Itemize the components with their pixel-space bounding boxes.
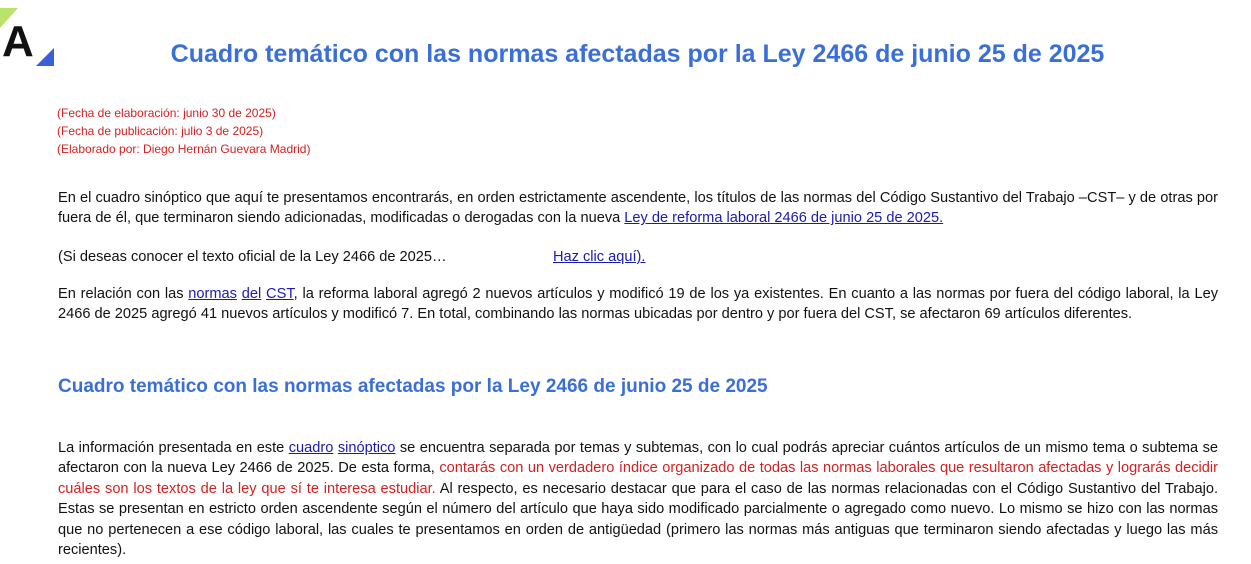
meta-info <box>57 104 310 158</box>
cuadro-link[interactable]: cuadro <box>288 440 334 456</box>
summary-rest: , la reforma laboral agregó 2 nuevos artículos y modificó 19 de los ya existentes. En cuanto a las normas por fuera del código laboral, la Ley 2466 de 2025 agregó 41 nuevos artículos y modificó 7. En total, combinando las normas ubicadas por dentro y por fuera del CST, se afectaron 69 artículos diferentes. <box>58 286 1218 323</box>
info-part2: se encuentra separada por temas y subtemas, con lo cual podrás apreciar cuántos artículos de un mismo tema o subtema se afectaron con la nueva Ley 2466 de 2025. De esta forma, <box>58 440 1218 477</box>
summary-paragraph <box>58 284 1218 325</box>
haz-clic-link[interactable]: Haz clic aquí). <box>553 249 646 265</box>
section-title: Cuadro temático con las normas afectadas por la Ley 2466 de junio 25 de 2025 <box>58 376 768 397</box>
official-text: (Si deseas conocer el texto oficial de la Ley 2466 de 2025… <box>58 249 447 265</box>
info-highlight: contarás con un verdadero índice organizado de todas las normas laborales que resultaron afectadas y lograrás decidir cuáles son los textos de la ley que sí te interesa estudiar. <box>58 460 1218 497</box>
ley-reforma-link[interactable]: Ley de reforma laboral 2466 de junio 25 de 2025. <box>624 210 944 227</box>
del-link[interactable]: del <box>241 286 262 302</box>
intro-paragraph <box>58 188 1218 229</box>
info-paragraph <box>58 438 1218 560</box>
normas-link[interactable]: normas <box>188 286 237 302</box>
summary-prefix: En relación con las <box>58 286 189 302</box>
meta-autor: (Elaborado por: Diego Hernán Guevara Madrid) <box>57 142 311 156</box>
intro-text: En el cuadro sinóptico que aquí te presentamos encontrarás, en orden estrictamente ascendente, los títulos de las normas del Código Sustantivo del Trabajo –CST– y de otras por fuera de él, que terminaron siendo adicionadas, modificadas o derogadas con la nueva <box>58 190 1218 227</box>
meta-fecha-publicacion: (Fecha de publicación: julio 3 de 2025) <box>57 124 264 138</box>
info-prefix: La información presentada en este <box>58 440 289 456</box>
meta-fecha-elaboracion: (Fecha de elaboración: junio 30 de 2025) <box>57 106 276 120</box>
cst-link[interactable]: CST <box>266 286 294 302</box>
info-rest: Al respecto, es necesario destacar que para el caso de las normas relacionadas con el Código Sustantivo del Trabajo. Estas se presentan en estricto orden ascendente según el número del artículo que haya sido modificado parcialmente o agregado como nuevo. Lo mismo se hizo con las normas que no pertenecen a ese código laboral, las cuales te presentamos en orden de antigüedad (primero las normas más antiguas que terminaron siendo afectadas y luego las más recientes). <box>58 480 1218 559</box>
sinoptico-link[interactable]: sinóptico <box>337 440 396 456</box>
logo-letter: A <box>2 17 34 66</box>
page-title: Cuadro temático con las normas afectadas por la Ley 2466 de junio 25 de 2025 <box>170 40 1105 68</box>
